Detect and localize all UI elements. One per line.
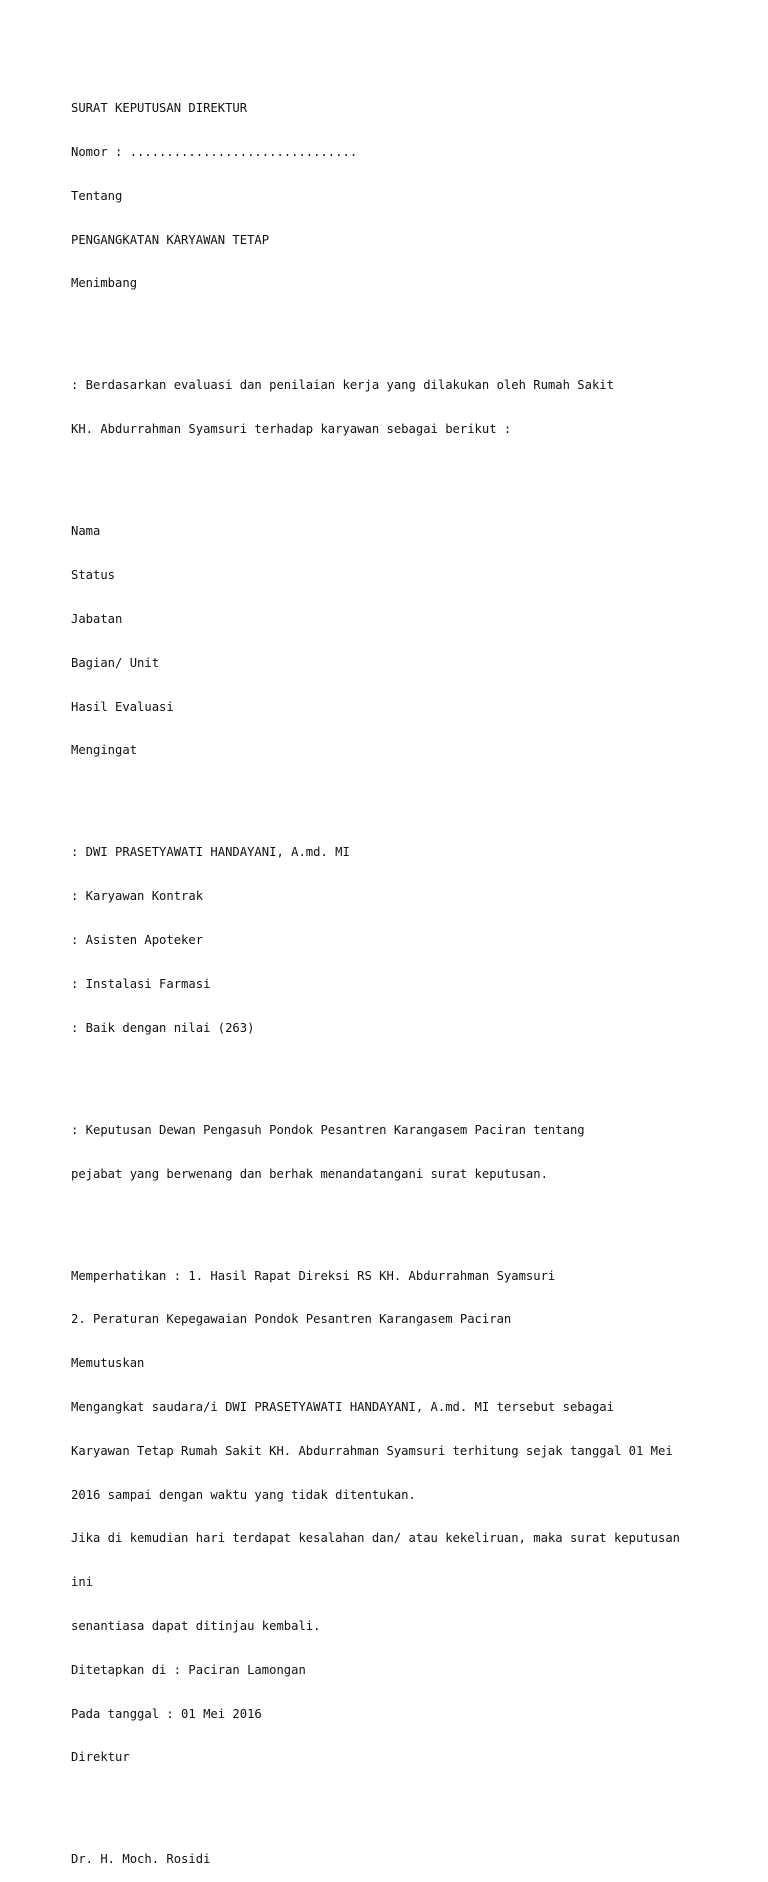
document-page (71, 72, 711, 1882)
memutuskan-text-line: 2016 sampai dengan waktu yang tidak ditentukan. (71, 1487, 416, 1502)
document-title: SURAT KEPUTUSAN DIREKTUR (71, 101, 248, 116)
memutuskan-text-line: senantiasa dapat ditinjau kembali. (71, 1618, 321, 1633)
ditetapkan-line: Ditetapkan di : Paciran Lamongan (71, 1662, 306, 1677)
memutuskan-text-line: Jika di kemudian hari terdapat kesalahan dan/ atau kekeliruan, maka surat keputusan (71, 1531, 681, 1546)
menimbang-label: Menimbang (71, 276, 138, 291)
signatory-title: Direktur (71, 1750, 130, 1765)
spacer (71, 1210, 711, 1225)
mengingat-text-line: : Keputusan Dewan Pengasuh Pondok Pesantren Karangasem Paciran tentang (71, 1122, 585, 1137)
menimbang-text-line: KH. Abdurrahman Syamsuri terhadap karyawan sebagai berikut : (71, 422, 512, 437)
spacer (71, 787, 711, 802)
spacer (71, 1064, 711, 1079)
value-status: : Karyawan Kontrak (71, 889, 204, 904)
label-nama: Nama (71, 524, 101, 539)
tentang-label: Tentang (71, 188, 123, 203)
spacer (71, 320, 711, 335)
memutuskan-text-line: Mengangkat saudara/i DWI PRASETYAWATI HANDAYANI, A.md. MI tersebut sebagai (71, 1400, 614, 1415)
memutuskan-text-line: ini (71, 1575, 94, 1590)
document-number: Nomor : ............................... (71, 144, 358, 159)
mengingat-text-line: pejabat yang berwenang dan berhak menandatangani surat keputusan. (71, 1166, 548, 1181)
value-nama: : DWI PRASETYAWATI HANDAYANI, A.md. MI (71, 845, 350, 860)
value-hasil-evaluasi: : Baik dengan nilai (263) (71, 1020, 255, 1035)
memperhatikan-line: Memperhatikan : 1. Hasil Rapat Direksi RS KH. Abdurrahman Syamsuri (71, 1268, 556, 1283)
label-status: Status (71, 568, 116, 583)
document-subject: PENGANGKATAN KARYAWAN TETAP (71, 232, 270, 247)
label-mengingat: Mengingat (71, 743, 138, 758)
value-jabatan: : Asisten Apoteker (71, 933, 204, 948)
spacer (71, 1794, 711, 1809)
memutuskan-text-line: Karyawan Tetap Rumah Sakit KH. Abdurrahman Syamsuri terhitung sejak tanggal 01 Mei (71, 1443, 673, 1458)
label-hasil-evaluasi: Hasil Evaluasi (71, 699, 174, 714)
spacer (71, 466, 711, 481)
value-bagian-unit: : Instalasi Farmasi (71, 976, 211, 991)
label-bagian-unit: Bagian/ Unit (71, 655, 160, 670)
tanggal-line: Pada tanggal : 01 Mei 2016 (71, 1706, 262, 1721)
memutuskan-label: Memutuskan (71, 1356, 145, 1371)
memperhatikan-line: 2. Peraturan Kepegawaian Pondok Pesantren Karangasem Paciran (71, 1312, 512, 1327)
menimbang-text-line: : Berdasarkan evaluasi dan penilaian kerja yang dilakukan oleh Rumah Sakit (71, 378, 614, 393)
signatory-name: Dr. H. Moch. Rosidi (71, 1852, 211, 1867)
label-jabatan: Jabatan (71, 611, 123, 626)
